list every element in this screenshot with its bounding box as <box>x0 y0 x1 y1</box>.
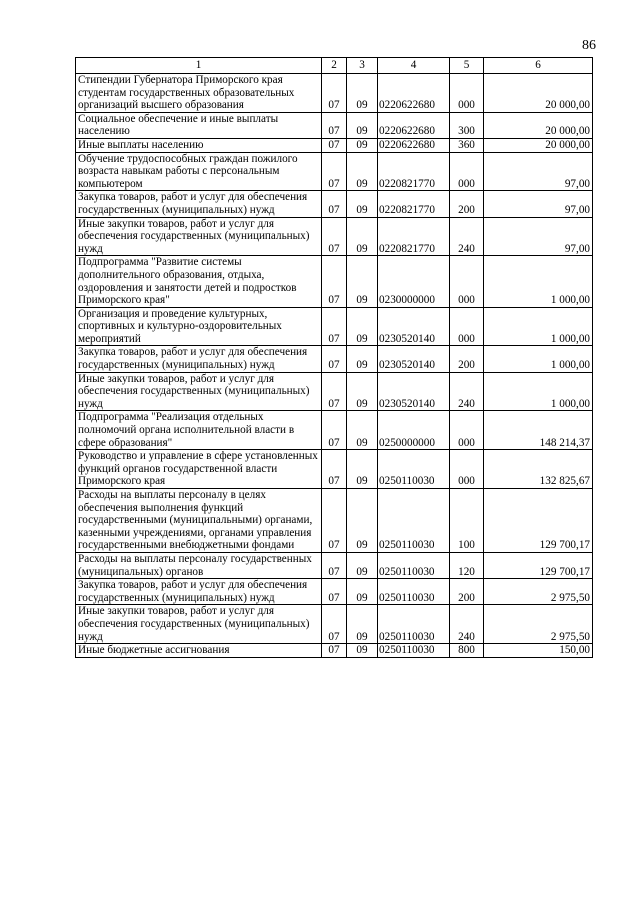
row-name-cell: Руководство и управление в сфере установленных функций органов государственной власти Приморского края <box>76 450 322 489</box>
row-name-cell: Иные закупки товаров, работ и услуг для обеспечения государственных (муниципальных) нужд <box>76 217 322 256</box>
expense-type-cell: 000 <box>450 450 484 489</box>
section-code-cell: 07 <box>322 605 347 644</box>
subsection-code-cell: 09 <box>347 489 378 553</box>
row-name-cell: Иные выплаты населению <box>76 138 322 152</box>
section-code-cell: 07 <box>322 112 347 138</box>
amount-cell: 129 700,17 <box>484 489 593 553</box>
table-body <box>76 74 593 658</box>
amount-cell: 97,00 <box>484 191 593 217</box>
section-code-cell: 07 <box>322 256 347 307</box>
section-code-cell: 07 <box>322 307 347 346</box>
target-article-cell: 0220622680 <box>378 74 450 113</box>
expense-type-cell: 240 <box>450 372 484 411</box>
row-name-cell: Закупка товаров, работ и услуг для обеспечения государственных (муниципальных) нужд <box>76 346 322 372</box>
row-name-cell: Расходы на выплаты персоналу в целях обеспечения выполнения функций государственными (муниципальными) органами, казенными учреждениями, органами управления государственными внебюджетными фондами <box>76 489 322 553</box>
table-row <box>76 489 593 553</box>
expense-type-cell: 100 <box>450 489 484 553</box>
amount-cell: 132 825,67 <box>484 450 593 489</box>
subsection-code-cell: 09 <box>347 307 378 346</box>
table-row <box>76 605 593 644</box>
row-name-cell: Расходы на выплаты персоналу государственных (муниципальных) органов <box>76 552 322 578</box>
target-article-cell: 0230000000 <box>378 256 450 307</box>
expense-type-cell: 360 <box>450 138 484 152</box>
row-name-cell: Иные бюджетные ассигнования <box>76 644 322 658</box>
subsection-code-cell: 09 <box>347 579 378 605</box>
table-header-row <box>76 58 593 74</box>
row-name-cell: Организация и проведение культурных, спортивных и культурно-оздоровительных мероприятий <box>76 307 322 346</box>
subsection-code-cell: 09 <box>347 552 378 578</box>
amount-cell: 150,00 <box>484 644 593 658</box>
expense-type-cell: 000 <box>450 152 484 191</box>
section-code-cell: 07 <box>322 346 347 372</box>
header-cell: 1 <box>76 58 322 74</box>
table-row <box>76 372 593 411</box>
target-article-cell: 0220622680 <box>378 138 450 152</box>
amount-cell: 1 000,00 <box>484 346 593 372</box>
subsection-code-cell: 09 <box>347 411 378 450</box>
table-row <box>76 644 593 658</box>
expense-type-cell: 200 <box>450 346 484 372</box>
table-row <box>76 411 593 450</box>
expense-type-cell: 200 <box>450 191 484 217</box>
expense-type-cell: 000 <box>450 74 484 113</box>
subsection-code-cell: 09 <box>347 138 378 152</box>
expense-type-cell: 000 <box>450 307 484 346</box>
subsection-code-cell: 09 <box>347 112 378 138</box>
section-code-cell: 07 <box>322 74 347 113</box>
amount-cell: 1 000,00 <box>484 256 593 307</box>
subsection-code-cell: 09 <box>347 450 378 489</box>
amount-cell: 1 000,00 <box>484 372 593 411</box>
target-article-cell: 0220821770 <box>378 191 450 217</box>
expense-type-cell: 800 <box>450 644 484 658</box>
amount-cell: 129 700,17 <box>484 552 593 578</box>
target-article-cell: 0250110030 <box>378 644 450 658</box>
header-cell: 6 <box>484 58 593 74</box>
table-row <box>76 112 593 138</box>
section-code-cell: 07 <box>322 217 347 256</box>
subsection-code-cell: 09 <box>347 152 378 191</box>
table-row <box>76 307 593 346</box>
row-name-cell: Иные закупки товаров, работ и услуг для обеспечения государственных (муниципальных) нужд <box>76 605 322 644</box>
subsection-code-cell: 09 <box>347 256 378 307</box>
row-name-cell: Закупка товаров, работ и услуг для обеспечения государственных (муниципальных) нужд <box>76 579 322 605</box>
section-code-cell: 07 <box>322 644 347 658</box>
subsection-code-cell: 09 <box>347 605 378 644</box>
target-article-cell: 0220821770 <box>378 217 450 256</box>
row-name-cell: Социальное обеспечение и иные выплаты населению <box>76 112 322 138</box>
row-name-cell: Обучение трудоспособных граждан пожилого возраста навыкам работы с персональным компьютером <box>76 152 322 191</box>
expense-type-cell: 240 <box>450 605 484 644</box>
table-row <box>76 191 593 217</box>
target-article-cell: 0230520140 <box>378 372 450 411</box>
target-article-cell: 0250110030 <box>378 450 450 489</box>
table-row <box>76 217 593 256</box>
table-row <box>76 579 593 605</box>
section-code-cell: 07 <box>322 191 347 217</box>
header-cell: 3 <box>347 58 378 74</box>
target-article-cell: 0250110030 <box>378 489 450 553</box>
table-row <box>76 138 593 152</box>
subsection-code-cell: 09 <box>347 346 378 372</box>
section-code-cell: 07 <box>322 489 347 553</box>
table-row <box>76 74 593 113</box>
expense-type-cell: 120 <box>450 552 484 578</box>
amount-cell: 20 000,00 <box>484 74 593 113</box>
page-number: 86 <box>582 38 596 53</box>
subsection-code-cell: 09 <box>347 372 378 411</box>
section-code-cell: 07 <box>322 411 347 450</box>
expense-type-cell: 240 <box>450 217 484 256</box>
header-cell: 4 <box>378 58 450 74</box>
target-article-cell: 0250110030 <box>378 579 450 605</box>
subsection-code-cell: 09 <box>347 191 378 217</box>
amount-cell: 1 000,00 <box>484 307 593 346</box>
section-code-cell: 07 <box>322 152 347 191</box>
expense-type-cell: 000 <box>450 256 484 307</box>
amount-cell: 97,00 <box>484 217 593 256</box>
subsection-code-cell: 09 <box>347 644 378 658</box>
target-article-cell: 0230520140 <box>378 346 450 372</box>
amount-cell: 2 975,50 <box>484 579 593 605</box>
header-cell: 2 <box>322 58 347 74</box>
row-name-cell: Иные закупки товаров, работ и услуг для обеспечения государственных (муниципальных) нужд <box>76 372 322 411</box>
section-code-cell: 07 <box>322 579 347 605</box>
table-row <box>76 346 593 372</box>
header-cell: 5 <box>450 58 484 74</box>
target-article-cell: 0220622680 <box>378 112 450 138</box>
amount-cell: 148 214,37 <box>484 411 593 450</box>
row-name-cell: Подпрограмма "Реализация отдельных полномочий органа исполнительной власти в сфере образования" <box>76 411 322 450</box>
target-article-cell: 0220821770 <box>378 152 450 191</box>
section-code-cell: 07 <box>322 552 347 578</box>
amount-cell: 20 000,00 <box>484 112 593 138</box>
row-name-cell: Стипендии Губернатора Приморского края студентам государственных образовательных организаций высшего образования <box>76 74 322 113</box>
target-article-cell: 0250000000 <box>378 411 450 450</box>
amount-cell: 20 000,00 <box>484 138 593 152</box>
row-name-cell: Подпрограмма "Развитие системы дополнительного образования, отдыха, оздоровления и занятости детей и подростков Приморского края" <box>76 256 322 307</box>
row-name-cell: Закупка товаров, работ и услуг для обеспечения государственных (муниципальных) нужд <box>76 191 322 217</box>
expense-type-cell: 300 <box>450 112 484 138</box>
table-row <box>76 256 593 307</box>
table-row <box>76 450 593 489</box>
table-row <box>76 552 593 578</box>
target-article-cell: 0250110030 <box>378 605 450 644</box>
section-code-cell: 07 <box>322 450 347 489</box>
amount-cell: 2 975,50 <box>484 605 593 644</box>
amount-cell: 97,00 <box>484 152 593 191</box>
subsection-code-cell: 09 <box>347 217 378 256</box>
target-article-cell: 0250110030 <box>378 552 450 578</box>
budget-table <box>75 57 593 658</box>
expense-type-cell: 200 <box>450 579 484 605</box>
section-code-cell: 07 <box>322 372 347 411</box>
expense-type-cell: 000 <box>450 411 484 450</box>
section-code-cell: 07 <box>322 138 347 152</box>
target-article-cell: 0230520140 <box>378 307 450 346</box>
subsection-code-cell: 09 <box>347 74 378 113</box>
table-row <box>76 152 593 191</box>
